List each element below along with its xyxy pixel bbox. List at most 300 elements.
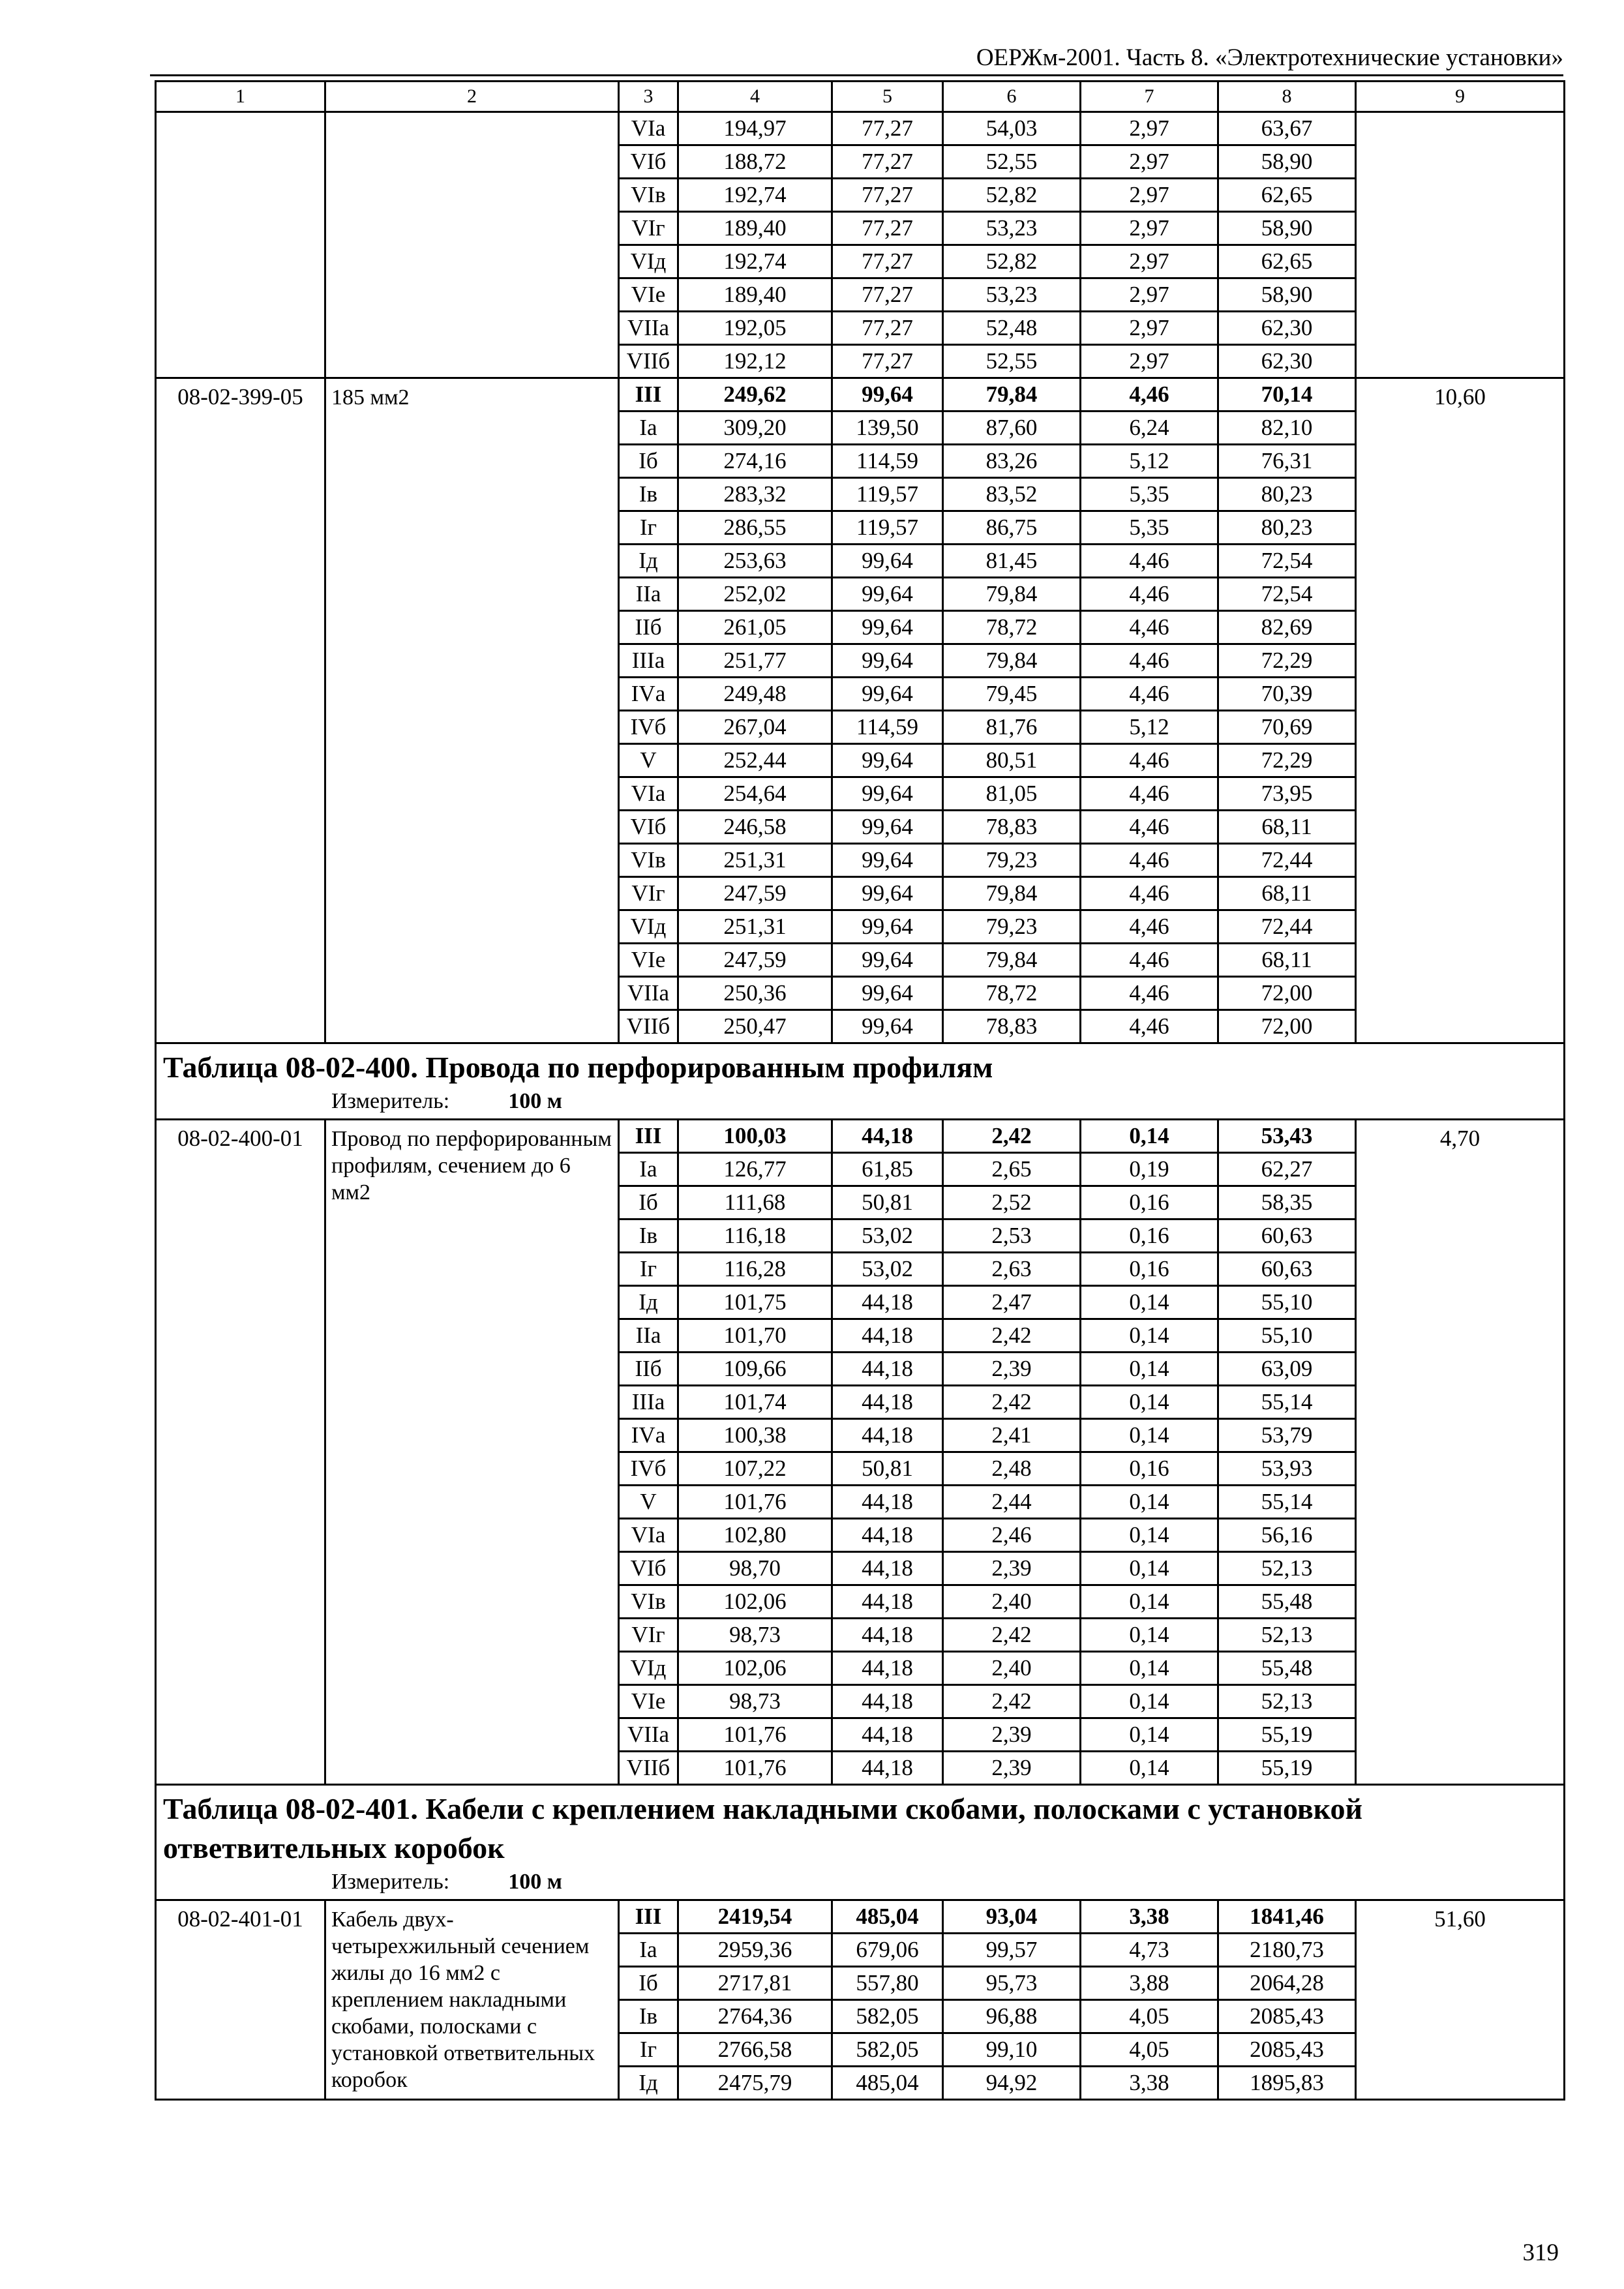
- wages-cell: 99,64: [832, 378, 943, 411]
- wages-cell: 44,18: [832, 1120, 943, 1153]
- wages-cell: 77,27: [832, 145, 943, 179]
- wages-cell: 99,64: [832, 844, 943, 877]
- zone-cell: VIв: [619, 1585, 678, 1619]
- machines-cell: 2,40: [943, 1585, 1081, 1619]
- machines-cell: 2,42: [943, 1619, 1081, 1652]
- zone-cell: Iд: [619, 1286, 678, 1319]
- wages-cell: 77,27: [832, 278, 943, 312]
- zone-cell: Iв: [619, 478, 678, 511]
- table-row: [156, 378, 1565, 411]
- machines-cell: 53,23: [943, 212, 1081, 245]
- wages-cell: 44,18: [832, 1353, 943, 1386]
- zone-cell: III: [619, 378, 678, 411]
- measure-label: Измеритель:: [331, 1870, 450, 1894]
- materials-cell: 60,63: [1218, 1253, 1356, 1286]
- running-header: ОЕРЖм-2001. Часть 8. «Электротехнические установки»: [976, 44, 1563, 71]
- page-number: 319: [1522, 2239, 1559, 2266]
- materials-cell: 52,13: [1218, 1685, 1356, 1718]
- machinist-wages-cell: 4,46: [1081, 678, 1218, 711]
- materials-cell: 72,44: [1218, 844, 1356, 877]
- machines-cell: 79,45: [943, 678, 1081, 711]
- machines-cell: 2,39: [943, 1718, 1081, 1752]
- zone-cell: Iа: [619, 411, 678, 445]
- total-cost-cell: 194,97: [678, 112, 832, 145]
- machinist-wages-cell: 5,35: [1081, 478, 1218, 511]
- zone-cell: III: [619, 1120, 678, 1153]
- total-cost-cell: 98,73: [678, 1685, 832, 1718]
- materials-cell: 62,30: [1218, 345, 1356, 378]
- machinist-wages-cell: 6,24: [1081, 411, 1218, 445]
- machines-cell: 79,84: [943, 578, 1081, 611]
- zone-cell: VIIб: [619, 345, 678, 378]
- total-cost-cell: 101,75: [678, 1286, 832, 1319]
- machines-cell: 2,39: [943, 1552, 1081, 1585]
- machines-cell: 2,41: [943, 1419, 1081, 1452]
- wages-cell: 44,18: [832, 1519, 943, 1552]
- zone-cell: IVб: [619, 711, 678, 744]
- materials-cell: 80,23: [1218, 478, 1356, 511]
- machines-cell: 78,83: [943, 811, 1081, 844]
- materials-cell: 72,00: [1218, 1010, 1356, 1043]
- wages-cell: 77,27: [832, 212, 943, 245]
- total-cost-cell: 249,48: [678, 678, 832, 711]
- machinist-wages-cell: 4,46: [1081, 811, 1218, 844]
- zone-cell: V: [619, 1486, 678, 1519]
- machinist-wages-cell: 4,46: [1081, 844, 1218, 877]
- zone-cell: VIг: [619, 212, 678, 245]
- materials-cell: 68,11: [1218, 877, 1356, 910]
- total-cost-cell: 2717,81: [678, 1967, 832, 2000]
- materials-cell: 2180,73: [1218, 1934, 1356, 1967]
- total-cost-cell: 126,77: [678, 1153, 832, 1186]
- zone-cell: Iа: [619, 1934, 678, 1967]
- wages-cell: 485,04: [832, 1900, 943, 1934]
- zone-cell: VIб: [619, 811, 678, 844]
- total-cost-cell: 2959,36: [678, 1934, 832, 1967]
- machinist-wages-cell: 3,88: [1081, 1967, 1218, 2000]
- materials-cell: 82,10: [1218, 411, 1356, 445]
- total-cost-cell: 116,18: [678, 1219, 832, 1253]
- table-row: [156, 1120, 1565, 1153]
- total-cost-cell: 102,06: [678, 1585, 832, 1619]
- table-row: [156, 112, 1565, 145]
- wages-cell: 557,80: [832, 1967, 943, 2000]
- machines-cell: 78,72: [943, 977, 1081, 1010]
- materials-cell: 60,63: [1218, 1219, 1356, 1253]
- machines-cell: 2,52: [943, 1186, 1081, 1219]
- zone-cell: Iв: [619, 2000, 678, 2033]
- machinist-wages-cell: 4,46: [1081, 1010, 1218, 1043]
- materials-cell: 68,11: [1218, 811, 1356, 844]
- machines-cell: 86,75: [943, 511, 1081, 545]
- wages-cell: 582,05: [832, 2033, 943, 2067]
- machines-cell: 2,46: [943, 1519, 1081, 1552]
- zone-cell: IVа: [619, 678, 678, 711]
- machines-cell: 79,84: [943, 944, 1081, 977]
- section-heading-row: [156, 1043, 1565, 1120]
- total-cost-cell: 102,06: [678, 1652, 832, 1685]
- machinist-wages-cell: 3,38: [1081, 2067, 1218, 2100]
- machinist-wages-cell: 0,14: [1081, 1652, 1218, 1685]
- machines-cell: 83,52: [943, 478, 1081, 511]
- zone-cell: IVб: [619, 1452, 678, 1486]
- wages-cell: 44,18: [832, 1286, 943, 1319]
- machines-cell: 2,42: [943, 1319, 1081, 1353]
- wages-cell: 50,81: [832, 1186, 943, 1219]
- zone-cell: VIе: [619, 1685, 678, 1718]
- machinist-wages-cell: 4,05: [1081, 2000, 1218, 2033]
- machines-cell: 2,42: [943, 1386, 1081, 1419]
- code-cell: 08-02-400-01: [156, 1120, 325, 1785]
- materials-cell: 55,19: [1218, 1752, 1356, 1785]
- column-number: 3: [619, 82, 678, 112]
- machines-cell: 78,83: [943, 1010, 1081, 1043]
- wages-cell: 99,64: [832, 944, 943, 977]
- machinist-wages-cell: 2,97: [1081, 179, 1218, 212]
- description-cell: 185 мм2: [325, 378, 619, 1043]
- machines-cell: 52,48: [943, 312, 1081, 345]
- machines-cell: 79,23: [943, 844, 1081, 877]
- wages-cell: 114,59: [832, 711, 943, 744]
- wages-cell: 99,64: [832, 877, 943, 910]
- machinist-wages-cell: 2,97: [1081, 112, 1218, 145]
- wages-cell: 99,64: [832, 678, 943, 711]
- wages-cell: 99,64: [832, 1010, 943, 1043]
- total-cost-cell: 101,76: [678, 1752, 832, 1785]
- materials-cell: 52,13: [1218, 1619, 1356, 1652]
- machinist-wages-cell: 4,46: [1081, 578, 1218, 611]
- section-title: Таблица 08-02-400. Провода по перфорированным профилям: [163, 1051, 993, 1084]
- wages-cell: 77,27: [832, 245, 943, 278]
- machines-cell: 2,44: [943, 1486, 1081, 1519]
- machinist-wages-cell: 0,14: [1081, 1319, 1218, 1353]
- machines-cell: 80,51: [943, 744, 1081, 777]
- total-cost-cell: 247,59: [678, 877, 832, 910]
- machinist-wages-cell: 2,97: [1081, 212, 1218, 245]
- machines-cell: 79,23: [943, 910, 1081, 944]
- materials-cell: 72,54: [1218, 578, 1356, 611]
- code-cell: 08-02-401-01: [156, 1900, 325, 2100]
- total-cost-cell: 109,66: [678, 1353, 832, 1386]
- wages-cell: 44,18: [832, 1386, 943, 1419]
- zone-cell: VIIа: [619, 977, 678, 1010]
- total-cost-cell: 101,70: [678, 1319, 832, 1353]
- wages-cell: 139,50: [832, 411, 943, 445]
- zone-cell: Iг: [619, 2033, 678, 2067]
- wages-cell: 61,85: [832, 1153, 943, 1186]
- total-cost-cell: 192,12: [678, 345, 832, 378]
- zone-cell: VIе: [619, 944, 678, 977]
- machinist-wages-cell: 0,19: [1081, 1153, 1218, 1186]
- zone-cell: Iа: [619, 1153, 678, 1186]
- total-cost-cell: 251,31: [678, 910, 832, 944]
- zone-cell: Iб: [619, 1186, 678, 1219]
- materials-cell: 53,79: [1218, 1419, 1356, 1452]
- zone-cell: VIе: [619, 278, 678, 312]
- machines-cell: 2,63: [943, 1253, 1081, 1286]
- wages-cell: 44,18: [832, 1652, 943, 1685]
- machinist-wages-cell: 4,46: [1081, 644, 1218, 678]
- zone-cell: Iв: [619, 1219, 678, 1253]
- total-cost-cell: 101,74: [678, 1386, 832, 1419]
- materials-cell: 76,31: [1218, 445, 1356, 478]
- total-cost-cell: 286,55: [678, 511, 832, 545]
- total-cost-cell: 274,16: [678, 445, 832, 478]
- zone-cell: V: [619, 744, 678, 777]
- machinist-wages-cell: 5,12: [1081, 711, 1218, 744]
- column-number: 5: [832, 82, 943, 112]
- zone-cell: VIа: [619, 112, 678, 145]
- rates-table: [155, 80, 1565, 2101]
- total-cost-cell: 188,72: [678, 145, 832, 179]
- total-cost-cell: 254,64: [678, 777, 832, 811]
- total-cost-cell: 192,74: [678, 245, 832, 278]
- materials-cell: 72,29: [1218, 744, 1356, 777]
- total-cost-cell: 2764,36: [678, 2000, 832, 2033]
- total-cost-cell: 252,02: [678, 578, 832, 611]
- description-cell: Провод по перфорированным профилям, сечением до 6 мм2: [325, 1120, 619, 1785]
- zone-cell: Iг: [619, 511, 678, 545]
- machines-cell: 2,47: [943, 1286, 1081, 1319]
- total-cost-cell: 100,38: [678, 1419, 832, 1452]
- total-cost-cell: 250,36: [678, 977, 832, 1010]
- machinist-wages-cell: 0,16: [1081, 1253, 1218, 1286]
- total-cost-cell: 252,44: [678, 744, 832, 777]
- materials-cell: 55,48: [1218, 1652, 1356, 1685]
- machines-cell: 81,45: [943, 545, 1081, 578]
- wages-cell: 44,18: [832, 1619, 943, 1652]
- machinist-wages-cell: 0,16: [1081, 1219, 1218, 1253]
- machines-cell: 52,82: [943, 179, 1081, 212]
- machinist-wages-cell: 4,46: [1081, 910, 1218, 944]
- measure-label: Измеритель:: [331, 1089, 450, 1113]
- machinist-wages-cell: 3,38: [1081, 1900, 1218, 1934]
- measure-value: 100 м: [508, 1089, 562, 1113]
- total-cost-cell: 102,80: [678, 1519, 832, 1552]
- section-heading-cell: [156, 1043, 1565, 1120]
- section-heading-row: [156, 1785, 1565, 1900]
- total-cost-cell: 247,59: [678, 944, 832, 977]
- materials-cell: 82,69: [1218, 611, 1356, 644]
- materials-cell: 55,14: [1218, 1486, 1356, 1519]
- materials-cell: 62,27: [1218, 1153, 1356, 1186]
- machines-cell: 96,88: [943, 2000, 1081, 2033]
- machinist-wages-cell: 5,12: [1081, 445, 1218, 478]
- zone-cell: IIа: [619, 578, 678, 611]
- zone-cell: Iб: [619, 1967, 678, 2000]
- machines-cell: 2,40: [943, 1652, 1081, 1685]
- machinist-wages-cell: 4,46: [1081, 545, 1218, 578]
- total-cost-cell: 189,40: [678, 212, 832, 245]
- wages-cell: 44,18: [832, 1718, 943, 1752]
- materials-cell: 73,95: [1218, 777, 1356, 811]
- wages-cell: 77,27: [832, 112, 943, 145]
- wages-cell: 99,64: [832, 811, 943, 844]
- wages-cell: 44,18: [832, 1486, 943, 1519]
- wages-cell: 485,04: [832, 2067, 943, 2100]
- materials-cell: 72,54: [1218, 545, 1356, 578]
- machines-cell: 99,57: [943, 1934, 1081, 1967]
- total-cost-cell: 2475,79: [678, 2067, 832, 2100]
- total-cost-cell: 309,20: [678, 411, 832, 445]
- materials-cell: 1841,46: [1218, 1900, 1356, 1934]
- machinist-wages-cell: 2,97: [1081, 312, 1218, 345]
- zone-cell: VIд: [619, 910, 678, 944]
- machines-cell: 2,42: [943, 1685, 1081, 1718]
- materials-cell: 62,30: [1218, 312, 1356, 345]
- machinist-wages-cell: 2,97: [1081, 145, 1218, 179]
- materials-cell: 55,19: [1218, 1718, 1356, 1752]
- wages-cell: 99,64: [832, 611, 943, 644]
- materials-cell: 55,14: [1218, 1386, 1356, 1419]
- description-cell: Кабель двух-четырехжильный сечением жилы до 16 мм2 с креплением накладными скобами, полосками с установкой ответвительных коробок: [325, 1900, 619, 2100]
- labor-cell: [1356, 112, 1565, 378]
- zone-cell: VIа: [619, 777, 678, 811]
- materials-cell: 2064,28: [1218, 1967, 1356, 2000]
- total-cost-cell: 107,22: [678, 1452, 832, 1486]
- wages-cell: 53,02: [832, 1253, 943, 1286]
- materials-cell: 63,67: [1218, 112, 1356, 145]
- materials-cell: 62,65: [1218, 245, 1356, 278]
- zone-cell: VIв: [619, 844, 678, 877]
- zone-cell: IIа: [619, 1319, 678, 1353]
- machines-cell: 79,84: [943, 378, 1081, 411]
- total-cost-cell: 98,73: [678, 1619, 832, 1652]
- machines-cell: 87,60: [943, 411, 1081, 445]
- column-number: 9: [1356, 82, 1565, 112]
- total-cost-cell: 2419,54: [678, 1900, 832, 1934]
- wages-cell: 99,64: [832, 910, 943, 944]
- materials-cell: 58,35: [1218, 1186, 1356, 1219]
- wages-cell: 582,05: [832, 2000, 943, 2033]
- materials-cell: 63,09: [1218, 1353, 1356, 1386]
- machinist-wages-cell: 4,46: [1081, 977, 1218, 1010]
- total-cost-cell: 2766,58: [678, 2033, 832, 2067]
- zone-cell: Iд: [619, 2067, 678, 2100]
- machines-cell: 52,82: [943, 245, 1081, 278]
- zone-cell: IVа: [619, 1419, 678, 1452]
- machinist-wages-cell: 0,14: [1081, 1419, 1218, 1452]
- machinist-wages-cell: 0,14: [1081, 1519, 1218, 1552]
- zone-cell: VIг: [619, 877, 678, 910]
- materials-cell: 55,10: [1218, 1319, 1356, 1353]
- wages-cell: 77,27: [832, 345, 943, 378]
- total-cost-cell: 251,31: [678, 844, 832, 877]
- wages-cell: 44,18: [832, 1419, 943, 1452]
- measure-line: [163, 1087, 1556, 1116]
- wages-cell: 99,64: [832, 644, 943, 678]
- materials-cell: 55,48: [1218, 1585, 1356, 1619]
- labor-cell: 10,60: [1356, 378, 1565, 1043]
- materials-cell: 72,00: [1218, 977, 1356, 1010]
- machines-cell: 2,53: [943, 1219, 1081, 1253]
- zone-cell: Iд: [619, 545, 678, 578]
- zone-cell: VIIб: [619, 1752, 678, 1785]
- zone-cell: VIб: [619, 145, 678, 179]
- machines-cell: 95,73: [943, 1967, 1081, 2000]
- wages-cell: 44,18: [832, 1752, 943, 1785]
- section-heading-cell: [156, 1785, 1565, 1900]
- total-cost-cell: 267,04: [678, 711, 832, 744]
- machinist-wages-cell: 4,05: [1081, 2033, 1218, 2067]
- measure-value: 100 м: [508, 1870, 562, 1894]
- materials-cell: 72,44: [1218, 910, 1356, 944]
- wages-cell: 53,02: [832, 1219, 943, 1253]
- machines-cell: 2,48: [943, 1452, 1081, 1486]
- machinist-wages-cell: 0,14: [1081, 1486, 1218, 1519]
- machines-cell: 2,65: [943, 1153, 1081, 1186]
- wages-cell: 77,27: [832, 312, 943, 345]
- machinist-wages-cell: 0,16: [1081, 1186, 1218, 1219]
- machines-cell: 78,72: [943, 611, 1081, 644]
- machinist-wages-cell: 0,14: [1081, 1685, 1218, 1718]
- machinist-wages-cell: 0,14: [1081, 1718, 1218, 1752]
- wages-cell: 99,64: [832, 545, 943, 578]
- machines-cell: 54,03: [943, 112, 1081, 145]
- total-cost-cell: 246,58: [678, 811, 832, 844]
- machinist-wages-cell: 0,14: [1081, 1752, 1218, 1785]
- machines-cell: 83,26: [943, 445, 1081, 478]
- total-cost-cell: 111,68: [678, 1186, 832, 1219]
- wages-cell: 99,64: [832, 777, 943, 811]
- machines-cell: 52,55: [943, 145, 1081, 179]
- zone-cell: IIIа: [619, 1386, 678, 1419]
- total-cost-cell: 192,05: [678, 312, 832, 345]
- machines-cell: 53,23: [943, 278, 1081, 312]
- materials-cell: 68,11: [1218, 944, 1356, 977]
- wages-cell: 77,27: [832, 179, 943, 212]
- wages-cell: 99,64: [832, 977, 943, 1010]
- total-cost-cell: 116,28: [678, 1253, 832, 1286]
- total-cost-cell: 283,32: [678, 478, 832, 511]
- table-body: [156, 82, 1565, 2100]
- wages-cell: 44,18: [832, 1585, 943, 1619]
- machinist-wages-cell: 0,14: [1081, 1585, 1218, 1619]
- total-cost-cell: 250,47: [678, 1010, 832, 1043]
- code-cell: [156, 112, 325, 378]
- zone-cell: IIIа: [619, 644, 678, 678]
- column-number: 2: [325, 82, 619, 112]
- machinist-wages-cell: 0,14: [1081, 1120, 1218, 1153]
- total-cost-cell: 98,70: [678, 1552, 832, 1585]
- zone-cell: VIв: [619, 179, 678, 212]
- materials-cell: 2085,43: [1218, 2000, 1356, 2033]
- total-cost-cell: 189,40: [678, 278, 832, 312]
- column-number: 8: [1218, 82, 1356, 112]
- machinist-wages-cell: 0,14: [1081, 1619, 1218, 1652]
- materials-cell: 80,23: [1218, 511, 1356, 545]
- machines-cell: 81,05: [943, 777, 1081, 811]
- materials-cell: 58,90: [1218, 278, 1356, 312]
- materials-cell: 58,90: [1218, 145, 1356, 179]
- zone-cell: IIб: [619, 1353, 678, 1386]
- machinist-wages-cell: 4,73: [1081, 1934, 1218, 1967]
- machinist-wages-cell: 5,35: [1081, 511, 1218, 545]
- materials-cell: 72,29: [1218, 644, 1356, 678]
- zone-cell: III: [619, 1900, 678, 1934]
- zone-cell: VIIа: [619, 1718, 678, 1752]
- total-cost-cell: 101,76: [678, 1486, 832, 1519]
- total-cost-cell: 101,76: [678, 1718, 832, 1752]
- zone-cell: VIIб: [619, 1010, 678, 1043]
- machines-cell: 79,84: [943, 644, 1081, 678]
- wages-cell: 99,64: [832, 744, 943, 777]
- machinist-wages-cell: 2,97: [1081, 278, 1218, 312]
- materials-cell: 70,39: [1218, 678, 1356, 711]
- description-cell: [325, 112, 619, 378]
- machinist-wages-cell: 4,46: [1081, 777, 1218, 811]
- header-rule: [150, 74, 1563, 76]
